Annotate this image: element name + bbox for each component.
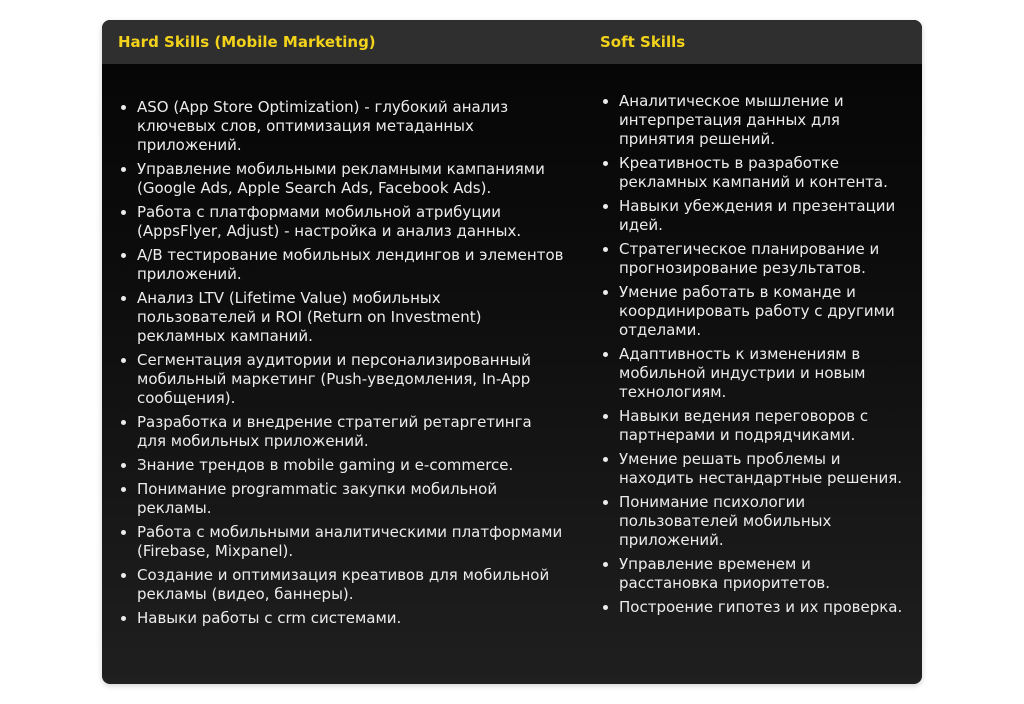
hard-skill-item: • Работа с мобильными аналитическими платформами (Firebase, Mixpanel).: [137, 523, 564, 561]
soft-skill-item: • Умение работать в команде и координировать работу с другими отделами.: [619, 283, 912, 340]
soft-skill-item: • Навыки ведения переговоров с партнерами и подрядчиками.: [619, 407, 912, 445]
soft-skill-item: • Навыки убеждения и презентации идей.: [619, 197, 912, 235]
soft-skill-item: • Креативность в разработке рекламных кампаний и контента.: [619, 154, 912, 192]
hard-skill-item: • Создание и оптимизация креативов для мобильной рекламы (видео, баннеры).: [137, 566, 564, 604]
hard-skill-item: • Понимание programmatic закупки мобильной рекламы.: [137, 480, 564, 518]
soft-skill-item: • Адаптивность к изменениям в мобильной индустрии и новым технологиям.: [619, 345, 912, 402]
hard-skill-item: • Работа с платформами мобильной атрибуции (AppsFlyer, Adjust) - настройка и анализ данных.: [137, 203, 564, 241]
soft-skills-column: [600, 92, 912, 622]
skills-table: [102, 20, 922, 684]
soft-skill-item: • Понимание психологии пользователей мобильных приложений.: [619, 493, 912, 550]
hard-skill-item: • Знание трендов в mobile gaming и e-commerce.: [137, 456, 564, 475]
soft-skill-item: • Аналитическое мышление и интерпретация данных для принятия решений.: [619, 92, 912, 149]
soft-skill-item: • Умение решать проблемы и находить нестандартные решения.: [619, 450, 912, 488]
soft-skills-heading: Soft Skills: [600, 33, 686, 51]
hard-skill-item: • Сегментация аудитории и персонализированный мобильный маркетинг (Push-уведомления, In-App сообщения).: [137, 351, 564, 408]
hard-skill-item: • Навыки работы с crm системами.: [137, 609, 564, 628]
table-header: [102, 20, 922, 64]
hard-skills-column: [118, 98, 564, 633]
hard-skill-item: • A/B тестирование мобильных лендингов и элементов приложений.: [137, 246, 564, 284]
hard-skill-item: • Анализ LTV (Lifetime Value) мобильных пользователей и ROI (Return on Investment) рекламных кампаний.: [137, 289, 564, 346]
hard-skill-item: • Разработка и внедрение стратегий ретаргетинга для мобильных приложений.: [137, 413, 564, 451]
hard-skills-heading: Hard Skills (Mobile Marketing): [118, 33, 376, 51]
hard-skill-item: • ASO (App Store Optimization) - глубокий анализ ключевых слов, оптимизация метаданных приложений.: [137, 98, 564, 155]
soft-skills-list: [600, 92, 912, 617]
soft-skill-item: • Стратегическое планирование и прогнозирование результатов.: [619, 240, 912, 278]
hard-skills-list: [118, 98, 564, 628]
hard-skill-item: • Управление мобильными рекламными кампаниями (Google Ads, Apple Search Ads, Facebook Ads).: [137, 160, 564, 198]
soft-skill-item: • Управление временем и расстановка приоритетов.: [619, 555, 912, 593]
soft-skill-item: • Построение гипотез и их проверка.: [619, 598, 912, 617]
